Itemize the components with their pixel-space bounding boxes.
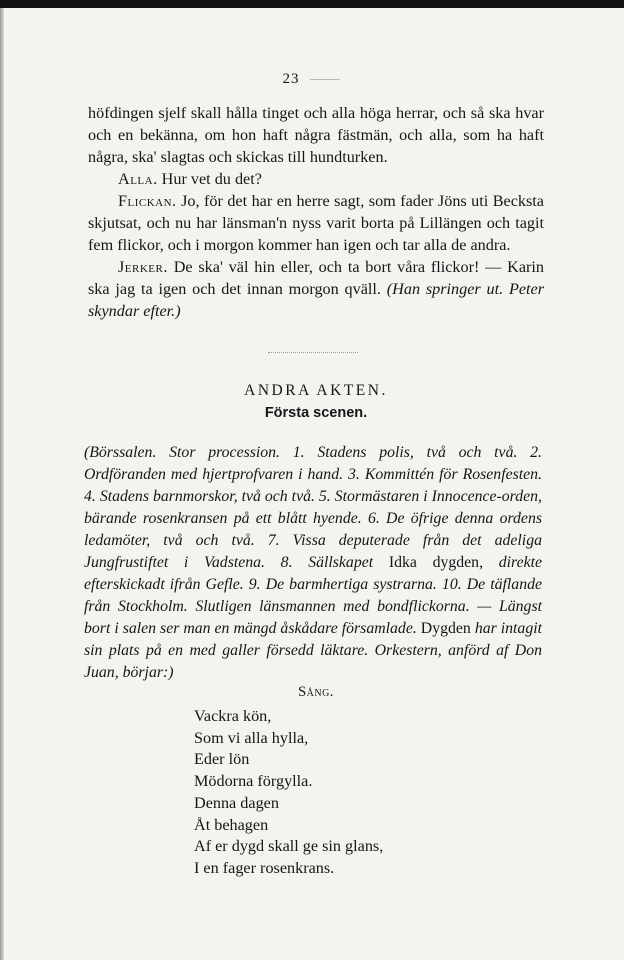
act-title: ANDRA AKTEN.	[244, 382, 388, 399]
verse-line: Vackra kön,	[194, 707, 272, 725]
speech-text: Jo, för det har en herre sagt, som fader Jöns uti Becksta skjutsat, och nu har länsman'n nyss varit borta på Lillängen och tagit fem flickor, och i morgon kommer han igen och tar alla de andra.	[88, 192, 544, 254]
verse-line: Mödorna förgylla.	[194, 772, 313, 791]
verse-line: Åt behagen	[194, 815, 269, 834]
section-divider	[268, 352, 358, 353]
verse-line: I en fager rosenkrans.	[194, 858, 335, 877]
verse-line: Eder lön	[194, 750, 250, 769]
speaker-name: Jerker.	[118, 258, 168, 276]
dialogue-line	[88, 168, 544, 190]
speaker-name: Alla.	[118, 170, 158, 188]
stage-upright-text: Idka dygden,	[388, 553, 484, 571]
dialogue-block	[88, 102, 544, 322]
opening-paragraph: höfdingen sjelf skall hålla tinget och alla höga herrar, och så ska hvar och en bekänna, om hon haft några fästmän, och alla, som ha haft några, ska' slagtas och skickas till hundturken.	[88, 104, 544, 166]
page-number	[88, 68, 544, 90]
stage-upright-text: Dygden	[420, 619, 471, 637]
scene-stage-direction	[84, 442, 542, 684]
scene-title: Första scenen.	[264, 405, 368, 421]
page-left-edge	[0, 8, 4, 960]
page-top-edge	[0, 0, 624, 8]
page-number-rule	[310, 79, 340, 80]
stage-direction: (Han springer ut. Peter skyndar efter.)	[88, 280, 545, 320]
speaker-name: Flickan.	[118, 192, 177, 210]
stage-direction-part: direkte efterskickadt ifrån Gefle. 9. De barmhertiga systrarna. 10. De täflande från Stockholm. Slutligen länsmannen med bondflickorna. — Längst bort i salen ser man en mängd åskådare församlade.	[84, 553, 542, 637]
page-number-text: 23	[282, 71, 300, 87]
dialogue-line	[88, 256, 544, 322]
stage-direction-part: (Börssalen. Stor procession. 1. Stadens polis, två och två. 2. Ordföranden med hjertprofvaren i hand. 3. Kommittén för Rosenfesten. 4. Stadens barnmorskor, två och två. 5. Stormästaren i Innocence-orden, bärande rosenkransen på ett blått hyende. 6. De öfrige denna ordens ledamöter, två och två. 7. Vissa deputerade från det adeliga Jungfrustiftet i Vadstena. 8. Sällskapet	[84, 443, 542, 571]
speech-text: Hur vet du det?	[161, 170, 262, 188]
verse-line: Denna dagen	[194, 793, 279, 812]
dialogue-line	[88, 190, 544, 256]
song-title: Sång.	[298, 684, 334, 700]
song-verse	[194, 706, 383, 880]
verse-line: Som vi alla hylla,	[194, 728, 309, 747]
verse-line: Af er dygd skall ge sin glans,	[194, 837, 384, 856]
stage-direction-part: har intagit sin plats på en med galler försedd läktare. Orkestern, anförd af Don Juan, börjar:)	[84, 619, 542, 681]
speech-text: De ska' väl hin eller, och ta bort våra flickor! — Karin ska jag ta igen och det innan morgon qväll.	[88, 258, 544, 298]
